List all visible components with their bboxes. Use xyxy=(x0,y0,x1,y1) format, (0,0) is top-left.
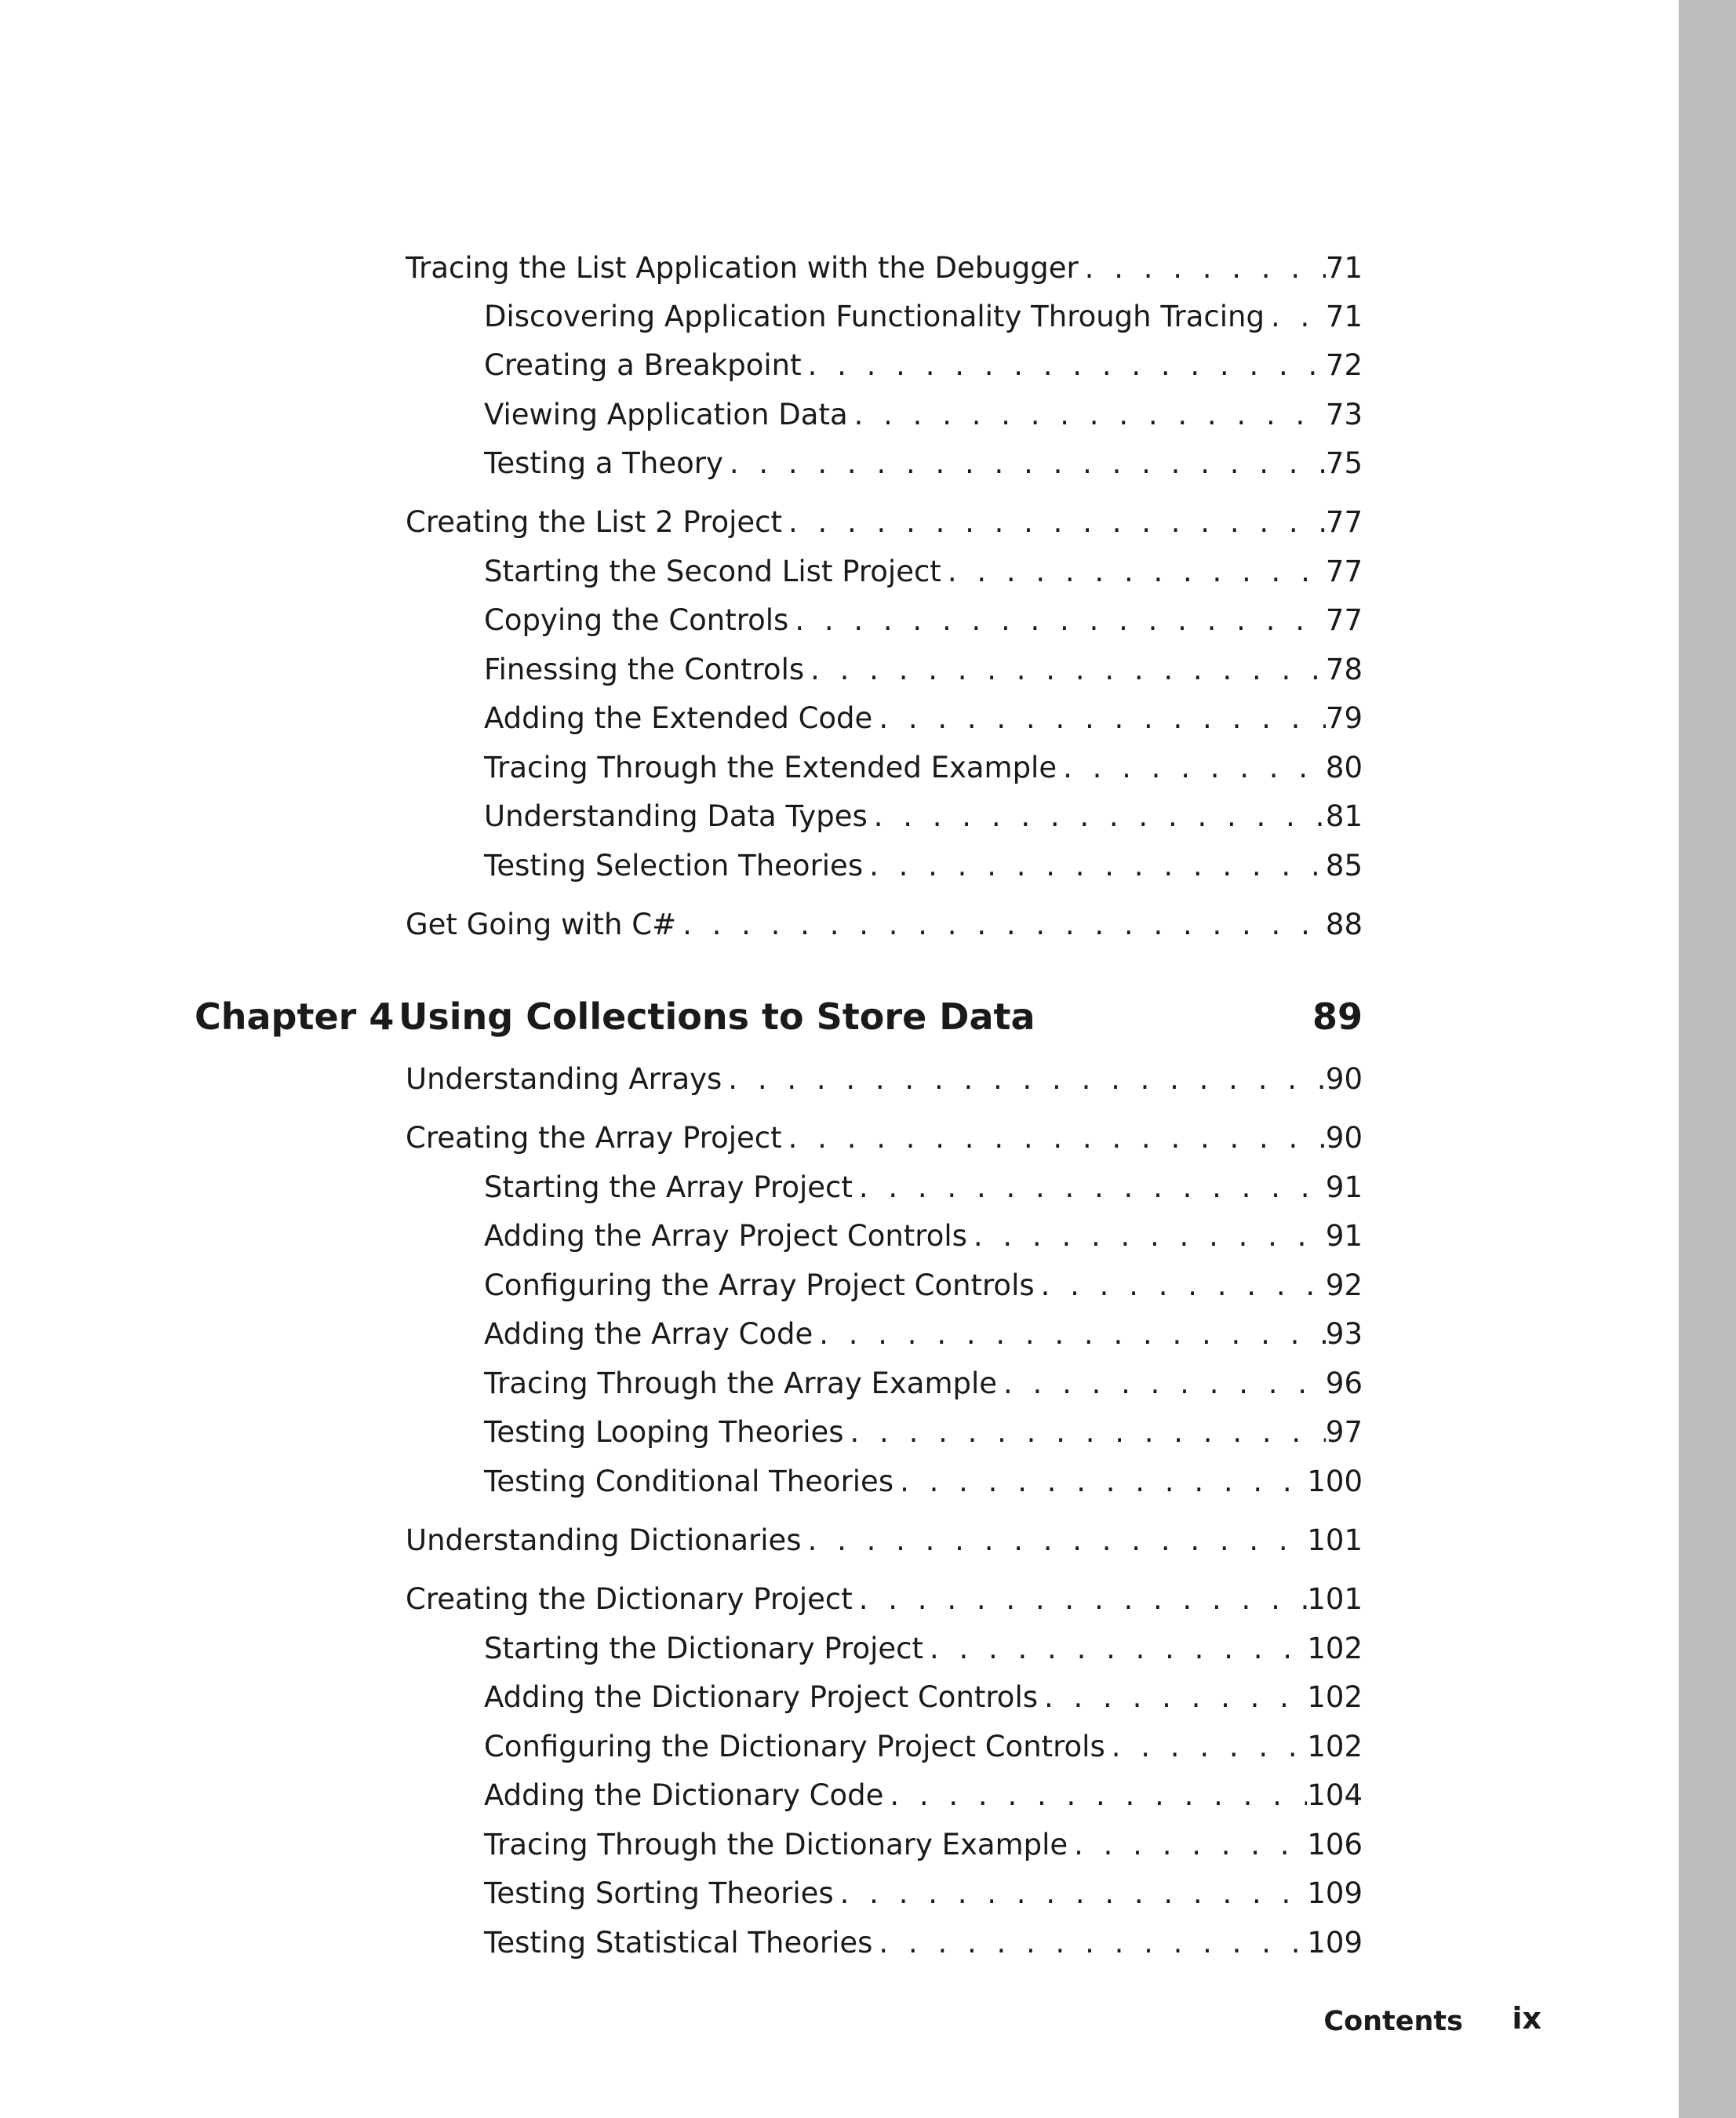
dot-leader xyxy=(676,906,1326,944)
toc-entry[interactable] xyxy=(484,445,1363,482)
toc-entry-title: Testing Conditional Theories xyxy=(484,1465,894,1498)
toc-entry-page: 102 xyxy=(1307,1730,1363,1763)
dot-leader xyxy=(723,445,1326,482)
toc-entry-page: 75 xyxy=(1325,446,1363,480)
toc-entry-page: 109 xyxy=(1307,1926,1363,1960)
toc-entry[interactable] xyxy=(484,1679,1363,1716)
toc-entry[interactable] xyxy=(484,847,1363,885)
dot-leader xyxy=(1038,1679,1307,1716)
toc-entry-page: 77 xyxy=(1325,555,1363,588)
toc-entry-page: 71 xyxy=(1325,251,1363,285)
toc-entry-page: 101 xyxy=(1307,1523,1363,1557)
toc-entry-title: Testing a Theory xyxy=(484,446,723,480)
dot-leader xyxy=(722,1061,1326,1098)
chapter-page: 89 xyxy=(1312,995,1363,1038)
toc-entry-title: Adding the Array Project Controls xyxy=(484,1219,967,1253)
toc-entry-page: 91 xyxy=(1325,1170,1363,1204)
margin-strip xyxy=(1679,0,1736,2118)
toc-entry-title: Creating the Dictionary Project xyxy=(406,1582,853,1616)
toc-entry-title: Configuring the Dictionary Project Controls xyxy=(484,1730,1105,1763)
toc-entry-page: 88 xyxy=(1325,908,1363,941)
dot-leader xyxy=(967,1217,1326,1255)
toc-entry-title: Tracing Through the Array Example xyxy=(484,1367,998,1400)
toc-entry-title: Creating a Breakpoint xyxy=(484,348,802,382)
toc-entry[interactable] xyxy=(406,249,1363,287)
dot-leader xyxy=(1079,249,1326,287)
toc-entry[interactable] xyxy=(406,1119,1363,1157)
toc-entry-title: Adding the Array Code xyxy=(484,1317,813,1351)
toc-entry-page: 80 xyxy=(1325,751,1363,784)
toc-entry[interactable] xyxy=(484,602,1363,639)
toc-entry-page: 97 xyxy=(1325,1415,1363,1449)
dot-leader xyxy=(923,1630,1307,1668)
dot-leader xyxy=(853,1169,1326,1206)
toc-entry[interactable] xyxy=(484,1630,1363,1668)
toc-entry-page: 100 xyxy=(1307,1465,1363,1498)
toc-entry-page: 71 xyxy=(1325,300,1363,333)
footer-page-number: ix xyxy=(1512,2001,1541,2036)
toc-entry-title: Adding the Dictionary Project Controls xyxy=(484,1680,1038,1714)
toc-entry-title: Adding the Extended Code xyxy=(484,701,873,735)
toc-entry[interactable] xyxy=(484,553,1363,591)
dot-leader xyxy=(1057,749,1326,787)
toc-entry-title: Starting the Array Project xyxy=(484,1170,853,1204)
toc-entry-page: 81 xyxy=(1325,799,1363,833)
toc-entry[interactable] xyxy=(484,347,1363,384)
toc-entry-page: 90 xyxy=(1325,1062,1363,1096)
dot-leader xyxy=(872,1924,1307,1962)
dot-leader xyxy=(868,798,1326,835)
toc-entry[interactable] xyxy=(484,1217,1363,1255)
toc-entry-page: 90 xyxy=(1325,1121,1363,1155)
toc-entry[interactable] xyxy=(484,1365,1363,1403)
toc-entry[interactable] xyxy=(484,1169,1363,1206)
toc-entry-title: Discovering Application Functionality Through Tracing xyxy=(484,300,1265,333)
toc-entry-title: Finessing the Controls xyxy=(484,653,805,686)
toc-entry-title: Creating the Array Project xyxy=(406,1121,782,1155)
toc-entry[interactable] xyxy=(484,651,1363,689)
chapter-label: Chapter 4 xyxy=(195,995,395,1038)
toc-entry[interactable] xyxy=(406,1061,1363,1098)
dot-leader xyxy=(804,651,1326,689)
toc-entry[interactable] xyxy=(484,1924,1363,1962)
toc-entry[interactable] xyxy=(484,1875,1363,1912)
dot-leader xyxy=(997,1365,1326,1403)
toc-entry-title: Understanding Data Types xyxy=(484,799,868,833)
toc-entry-page: 77 xyxy=(1325,505,1363,539)
dot-leader xyxy=(848,396,1326,434)
toc-entry-title: Get Going with C# xyxy=(406,908,677,941)
dot-leader xyxy=(853,1581,1308,1618)
toc-entry-title: Understanding Arrays xyxy=(406,1062,722,1096)
toc-entry[interactable] xyxy=(406,1581,1363,1618)
toc-entry-page: 101 xyxy=(1307,1582,1363,1616)
toc-entry-page: 102 xyxy=(1307,1680,1363,1714)
dot-leader xyxy=(802,1522,1308,1559)
toc-entry-title: Tracing Through the Extended Example xyxy=(484,751,1057,784)
toc-entry-title: Starting the Dictionary Project xyxy=(484,1632,923,1665)
toc-entry[interactable] xyxy=(484,1316,1363,1353)
toc-entry-page: 73 xyxy=(1325,398,1363,431)
toc-entry-title: Starting the Second List Project xyxy=(484,555,941,588)
toc-entry-page: 72 xyxy=(1325,348,1363,382)
dot-leader xyxy=(1068,1826,1307,1864)
dot-leader xyxy=(1035,1267,1326,1305)
dot-leader xyxy=(844,1414,1326,1451)
footer-section-label: Contents xyxy=(1323,2006,1463,2037)
toc-entry[interactable] xyxy=(484,700,1363,737)
toc-entry[interactable] xyxy=(484,1777,1363,1814)
toc-entry-page: 85 xyxy=(1325,849,1363,883)
toc-entry-page: 91 xyxy=(1325,1219,1363,1253)
toc-entry-page: 104 xyxy=(1307,1778,1363,1812)
toc-entry[interactable] xyxy=(406,504,1363,541)
toc-entry-title: Configuring the Array Project Controls xyxy=(484,1268,1035,1302)
dot-leader xyxy=(1265,298,1326,336)
toc-entry-page: 93 xyxy=(1325,1317,1363,1351)
dot-leader xyxy=(893,1463,1307,1501)
toc-entry-title: Testing Sorting Theories xyxy=(484,1876,834,1910)
toc-entry[interactable] xyxy=(484,1728,1363,1766)
toc-entry-page: 77 xyxy=(1325,603,1363,637)
dot-leader xyxy=(883,1777,1307,1814)
toc-entry-title: Testing Statistical Theories xyxy=(484,1926,873,1960)
dot-leader xyxy=(941,553,1326,591)
toc-entry-title: Understanding Dictionaries xyxy=(406,1523,802,1557)
dot-leader xyxy=(782,1119,1326,1157)
toc-entry-title: Viewing Application Data xyxy=(484,398,848,431)
toc-entry[interactable] xyxy=(484,298,1363,336)
dot-leader xyxy=(1105,1728,1308,1766)
toc-entry-page: 78 xyxy=(1325,653,1363,686)
toc-entry-title: Testing Selection Theories xyxy=(484,849,864,883)
toc-entry[interactable] xyxy=(484,1414,1363,1451)
toc-entry-title: Tracing Through the Dictionary Example xyxy=(484,1828,1068,1861)
toc-entry-title: Creating the List 2 Project xyxy=(406,505,782,539)
dot-leader xyxy=(834,1875,1308,1912)
dot-leader xyxy=(872,700,1326,737)
chapter-title[interactable]: Using Collections to Store Data xyxy=(399,995,1035,1038)
toc-entry[interactable] xyxy=(484,396,1363,434)
toc-entry-page: 92 xyxy=(1325,1268,1363,1302)
dot-leader xyxy=(782,504,1326,541)
toc-entry-page: 79 xyxy=(1325,701,1363,735)
dot-leader xyxy=(813,1316,1326,1353)
toc-entry-title: Tracing the List Application with the Debugger xyxy=(406,251,1079,285)
toc-entry-page: 96 xyxy=(1325,1367,1363,1400)
dot-leader xyxy=(802,347,1326,384)
toc-entry[interactable] xyxy=(484,798,1363,835)
toc-entry[interactable] xyxy=(406,906,1363,944)
toc-entry-title: Testing Looping Theories xyxy=(484,1415,844,1449)
dot-leader xyxy=(863,847,1326,885)
toc-entry[interactable] xyxy=(484,749,1363,787)
toc-entry[interactable] xyxy=(484,1826,1363,1864)
toc-entry[interactable] xyxy=(484,1463,1363,1501)
dot-leader xyxy=(788,602,1326,639)
toc-entry-title: Copying the Controls xyxy=(484,603,789,637)
toc-entry-page: 102 xyxy=(1307,1632,1363,1665)
toc-entry[interactable] xyxy=(406,1522,1363,1559)
toc-entry-page: 109 xyxy=(1307,1876,1363,1910)
toc-entry-page: 106 xyxy=(1307,1828,1363,1861)
toc-entry-title: Adding the Dictionary Code xyxy=(484,1778,884,1812)
toc-entry[interactable] xyxy=(484,1267,1363,1305)
